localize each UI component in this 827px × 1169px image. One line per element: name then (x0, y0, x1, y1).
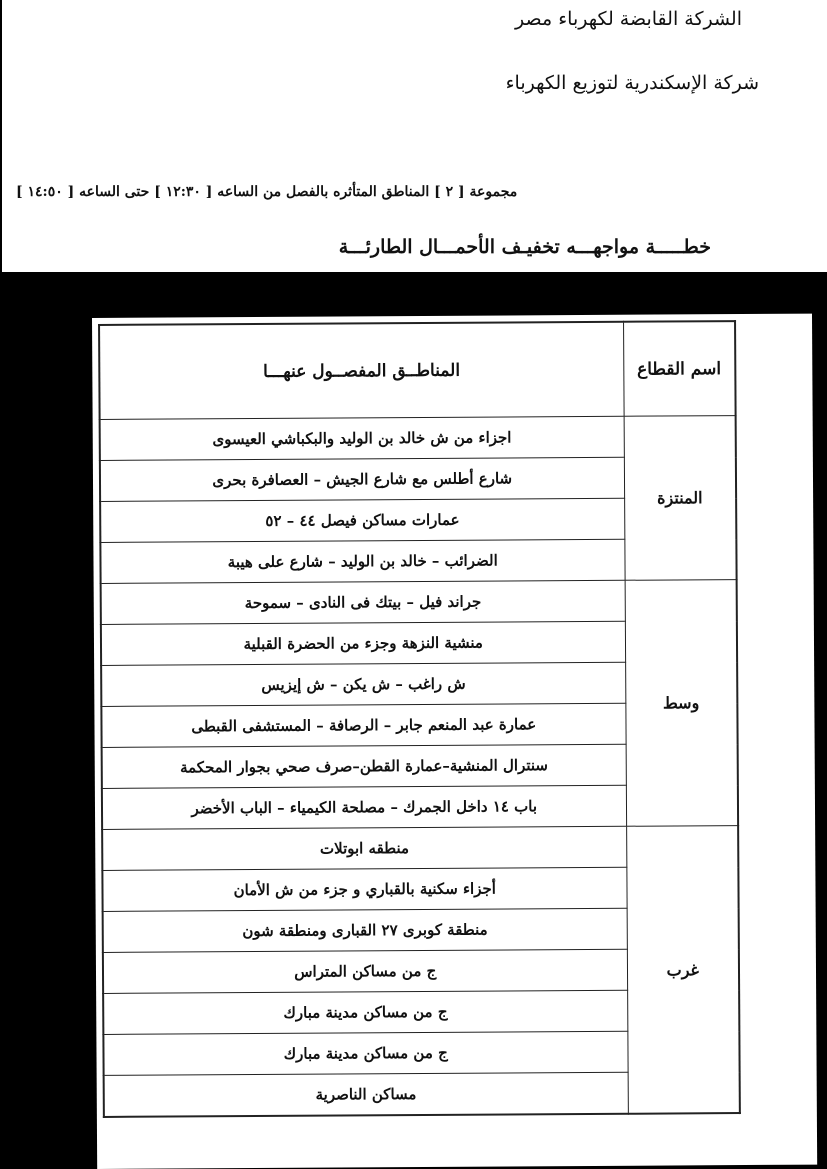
area-cell: ش راغب – ش يكن – ش إيزيس (101, 662, 625, 706)
sector-cell-wasat: وسط (625, 580, 739, 827)
area-cell: منشية النزهة وجزء من الحضرة القبلية (101, 621, 625, 665)
header-sector-name: اسم القطاع (623, 321, 736, 416)
area-cell: ج من مساكن المتراس (103, 949, 627, 993)
area-cell: ج من مساكن مدينة مبارك (103, 1031, 627, 1075)
table-sheet (92, 314, 817, 1169)
sector-cell-montaza: المنتزة (624, 416, 737, 581)
area-cell: اجزاء من ش خالد بن الوليد والبكباشي العيسوى (100, 416, 624, 460)
table-row (100, 416, 736, 461)
area-cell: مساكن الناصرية (104, 1072, 628, 1117)
area-cell: شارع أطلس مع شارع الجيش – العصافرة بحرى (100, 457, 624, 501)
group-schedule-line: مجموعة [ ٢ ] المناطق المتأثره بالفصل من الساعه [ ١٢:٣٠ ] حتى الساعه [ ١٤:٥٠ ] (16, 184, 518, 200)
company-name: شركة الإسكندرية لتوزيع الكهرباء (505, 72, 759, 94)
header-sheet (2, 0, 827, 272)
area-cell: أجزاء سكنية بالقباري و جزء من ش الأمان (102, 867, 626, 911)
sector-cell-gharb: غرب (626, 826, 740, 1114)
area-cell: سنترال المنشية–عمارة القطن–صرف صحي بجوار المحكمة (102, 744, 626, 788)
load-shedding-table (98, 320, 741, 1118)
area-cell: ج من مساكن مدينة مبارك (103, 990, 627, 1034)
parent-company-name: الشركة القابضة لكهرباء مصر (515, 8, 742, 30)
area-cell: منطقه ابوتلات (102, 826, 626, 870)
table-row (102, 826, 738, 871)
area-cell: جراند فيل – بيتك فى النادى – سموحة (101, 580, 625, 624)
table-row (101, 580, 737, 625)
header-affected-areas: المناطــق المفصــول عنهـــا (99, 322, 624, 420)
table-header-row (99, 321, 736, 419)
area-cell: منطقة كوبرى ٢٧ القبارى ومنطقة شون (103, 908, 627, 952)
plan-title: خطـــــة مواجهـــه تخفيـف الأحمـــال الطارئـــة (338, 236, 711, 258)
area-cell: باب ١٤ داخل الجمرك – مصلحة الكيمياء – الباب الأخضر (102, 785, 626, 829)
area-cell: عمارات مساكن فيصل ٤٤ – ٥٢ (100, 498, 624, 542)
area-cell: الضرائب – خالد بن الوليد – شارع على هيبة (100, 539, 624, 583)
area-cell: عمارة عبد المنعم جابر – الرصافة – المستشفى القبطى (101, 703, 625, 747)
